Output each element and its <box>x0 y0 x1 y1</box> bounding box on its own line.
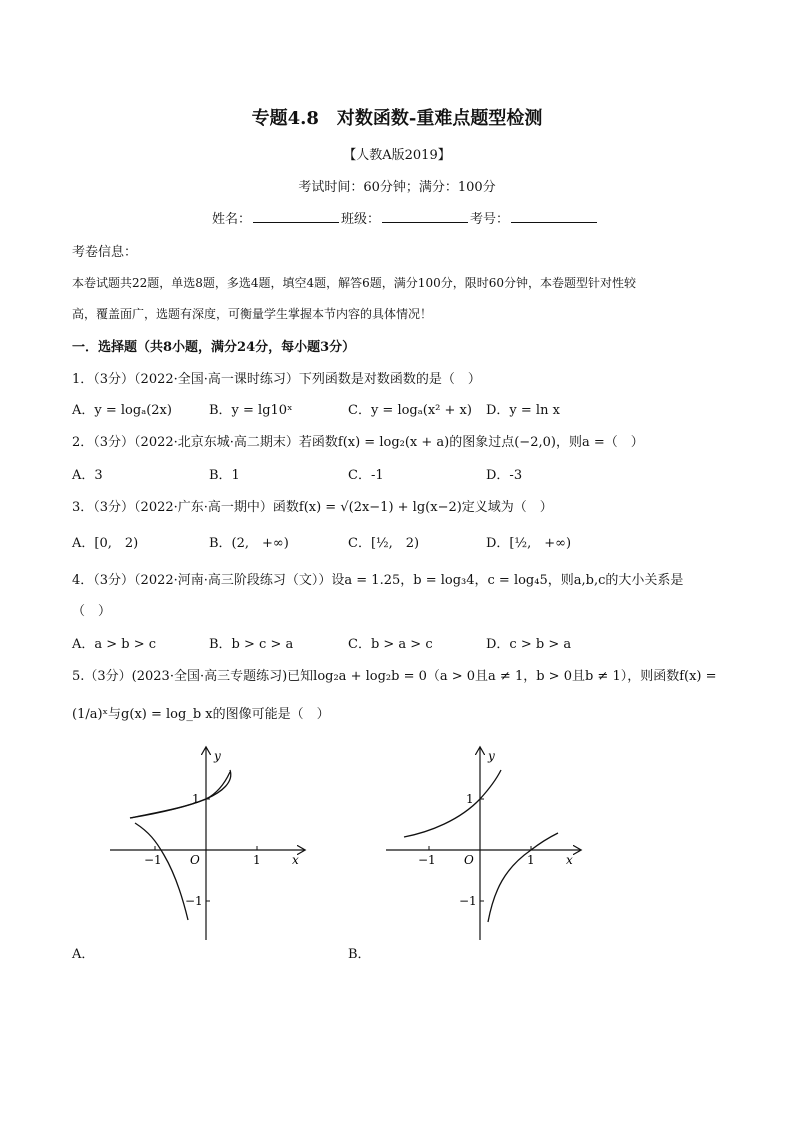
q4-option-c[interactable]: C．b > a > c <box>348 637 433 652</box>
question-3-stem: 3．（3分）（2022·广东·高一期中）函数f(x) = √(2x−1) + lg(x−2)定义域为（ ） <box>72 500 553 515</box>
tick-neg1-label: −1 <box>144 853 162 867</box>
tick-1-label: 1 <box>527 853 535 867</box>
q1-option-b[interactable]: B．y = lg10ˣ <box>209 403 293 418</box>
exam-time-label: 考试时间：60分钟；满分：100分 <box>298 180 496 195</box>
number-label: 考号： <box>470 212 510 227</box>
class-blank[interactable] <box>382 209 468 223</box>
graph-b-option[interactable]: B． <box>348 947 371 962</box>
q1-option-c[interactable]: C．y = logₐ(x² + x) <box>348 403 472 418</box>
graph-a-option[interactable]: A． <box>72 947 95 962</box>
q3-option-b[interactable]: B．(2, +∞) <box>209 536 289 551</box>
info-line-2: 高，覆盖面广，选题有深度，可衡量学生掌握本节内容的具体情况！ <box>72 307 433 321</box>
q3-option-c[interactable]: C．[½, 2) <box>348 536 420 551</box>
section-heading: 一．选择题（共8小题，满分24分，每小题3分） <box>72 340 356 355</box>
name-label: 姓名： <box>212 212 252 227</box>
curve-f-a <box>130 770 231 818</box>
q2-option-d[interactable]: D．-3 <box>486 468 523 483</box>
question-2-stem: 2．（3分）（2022·北京东城·高二期末）若函数f(x) = log₂(x + a)的图象过点(−2,0)，则a =（ ） <box>72 435 644 450</box>
q1-option-a[interactable]: A．y = logₐ(2x) <box>72 403 172 418</box>
question-1-stem: 1．（3分）（2022·全国·高一课时练习）下列函数是对数函数的是（ ） <box>72 372 481 387</box>
q2-option-a[interactable]: A．3 <box>72 468 103 483</box>
origin-label: O <box>190 853 200 867</box>
student-info-row <box>212 208 599 227</box>
x-label: x <box>566 853 573 867</box>
question-5-stem: 5.（3分）(2023·全国·高三专题练习)已知log₂a + log₂b = 0（a > 0且a ≠ 1，b > 0且b ≠ 1），则函数f(x) = <box>72 669 717 684</box>
y-label: y <box>488 749 495 763</box>
curve-g-b <box>488 833 558 922</box>
question-5-stem-cont: (1/a)ˣ与g(x) = log_b x的图像可能是（ ） <box>72 707 330 722</box>
graph-a <box>104 740 314 950</box>
class-label: 班级： <box>341 212 381 227</box>
q2-option-c[interactable]: C．-1 <box>348 468 384 483</box>
curve-g-a <box>135 823 188 920</box>
q4-option-d[interactable]: D．c > b > a <box>486 637 572 652</box>
y-tick-neg1-label: −1 <box>459 894 477 908</box>
q1-option-d[interactable]: D．y = ln x <box>486 403 560 418</box>
y-tick-1-label: 1 <box>192 792 200 806</box>
tick-1-label: 1 <box>253 853 261 867</box>
info-line-1: 本卷试题共22题，单选8题，多选4题，填空4题，解答6题，满分100分，限时60分钟，本卷题型针对性较 <box>72 276 636 290</box>
info-heading: 考卷信息： <box>72 245 138 260</box>
origin-label: O <box>464 853 474 867</box>
question-4-stem: 4．（3分）（2022·河南·高三阶段练习（文））设a = 1.25，b = log₃4，c = log₄5，则a,b,c的大小关系是 <box>72 573 684 588</box>
q3-option-a[interactable]: A．[0, 2) <box>72 536 139 551</box>
number-blank[interactable] <box>511 209 597 223</box>
q4-option-a[interactable]: A．a > b > c <box>72 637 157 652</box>
page-title: 专题4.8 对数函数-重难点题型检测 <box>251 108 543 129</box>
q4-option-b[interactable]: B．b > c > a <box>209 637 294 652</box>
y-tick-neg1-label: −1 <box>185 894 203 908</box>
curve-f-b <box>404 770 501 837</box>
q2-option-b[interactable]: B．1 <box>209 468 240 483</box>
graph-b <box>380 740 590 950</box>
edition-label: 【人教A版2019】 <box>343 148 451 163</box>
q3-option-d[interactable]: D．[½, +∞) <box>486 536 572 551</box>
x-label: x <box>292 853 299 867</box>
tick-neg1-label: −1 <box>418 853 436 867</box>
name-blank[interactable] <box>253 209 339 223</box>
y-label: y <box>214 749 221 763</box>
y-tick-1-label: 1 <box>466 792 474 806</box>
question-4-stem-cont: （ ） <box>72 604 112 619</box>
